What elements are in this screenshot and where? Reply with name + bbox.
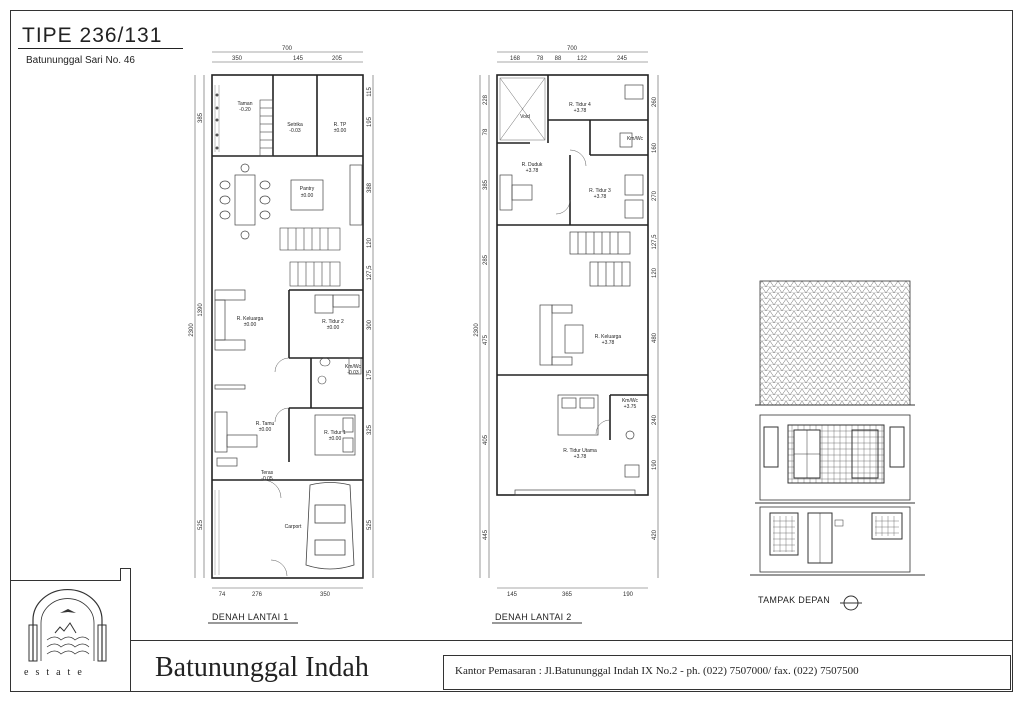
f2-dim-right-8: 190: [652, 459, 658, 471]
f2-dim-left-3: 385: [483, 179, 489, 191]
f1-dim-top-1: 350: [231, 56, 243, 62]
f1-dim-right-6: 300: [367, 319, 373, 331]
f2-dim-right-3: 270: [652, 190, 658, 202]
f2-dim-top-1: 168: [509, 56, 521, 62]
f2-dim-bottom-2: 365: [561, 592, 573, 598]
floor1-caption-underline: [208, 622, 298, 625]
f1-dim-overall-height: 2300: [189, 323, 195, 337]
f1-dim-right-4: 120: [367, 237, 373, 249]
f1-room-setrika: Setrika: [287, 122, 303, 128]
front-view-drawing: [750, 275, 925, 585]
f1-room-tamu: R. Tamu: [255, 421, 275, 427]
f2-dim-right-2: 160: [652, 142, 658, 154]
f2-room-kmwc2-level: +3.75: [623, 404, 637, 410]
f2-room-keluarga: R. Keluarga: [594, 334, 622, 340]
f2-dim-right-1: 260: [652, 96, 658, 108]
f2-dim-top-2: 78: [536, 56, 544, 62]
f2-dim-right-6: 480: [652, 332, 658, 344]
f1-dim-right-9: 525: [367, 519, 373, 531]
f1-dim-right-5: 127,5: [367, 265, 373, 281]
f1-dim-left-3: 525: [198, 519, 204, 531]
f2-dim-left-7: 445: [483, 529, 489, 541]
f1-room-tidur2-level: ±0.00: [326, 325, 340, 331]
f2-dim-left-4: 285: [483, 254, 489, 266]
f2-room-tidur4-level: +3.78: [573, 108, 587, 114]
title-underline: [18, 48, 183, 49]
f2-dim-overall-width: 700: [566, 46, 578, 52]
floor1-plan: [185, 40, 385, 600]
f2-dim-bottom-1: 145: [506, 592, 518, 598]
f1-dim-left-2: 1390: [198, 303, 204, 317]
f2-room-duduk-level: +3.78: [525, 168, 539, 174]
floor2-plan: [470, 40, 670, 600]
f1-dim-top-2: 145: [292, 56, 304, 62]
f1-room-kmwc: Km/Wc: [344, 364, 362, 370]
f2-dim-left-6: 405: [483, 434, 489, 446]
brand-name: Batununggal Indah: [155, 652, 369, 683]
f1-dim-right-1: 115: [367, 87, 373, 97]
f2-room-duduk: R. Duduk: [521, 162, 543, 168]
floor2-caption-underline: [492, 622, 582, 625]
f2-dim-top-3: 88: [554, 56, 562, 62]
contact-info: Kantor Pemasaran : Jl.Batununggal Indah IX No.2 - ph. (022) 7507000/ fax. (022) 7507500: [455, 665, 859, 677]
f2-dim-right-4: 127,5: [652, 234, 658, 250]
f1-room-keluarga: R. Keluarga: [236, 316, 264, 322]
f2-dim-bottom-3: 190: [622, 592, 634, 598]
f1-dim-right-2: 195: [367, 116, 373, 128]
f1-dim-bottom-1: 74: [218, 592, 226, 598]
f1-dim-right-7: 175: [367, 369, 373, 381]
f1-dim-overall-width: 700: [281, 46, 293, 52]
f2-room-kmwc2: Km/Wc: [621, 398, 639, 404]
f2-room-keluarga-level: +3.78: [601, 340, 615, 346]
f1-room-pantry: Pantry: [299, 186, 315, 192]
f1-room-tidur2: R. Tidur 2: [322, 319, 344, 325]
f2-room-tidur-utama: R. Tidur Utama: [563, 448, 597, 454]
f1-room-taman-level: -0.20: [239, 107, 251, 113]
f2-dim-left-1: 228: [483, 94, 489, 106]
f2-dim-top-5: 245: [616, 56, 628, 62]
f2-dim-left-5: 475: [483, 334, 489, 346]
f1-room-tidur1-level: ±0.00: [328, 436, 342, 442]
f1-room-keluarga-level: ±0.00: [243, 322, 257, 328]
f1-room-carport: Carport: [284, 524, 302, 530]
f2-dim-top-4: 122: [576, 56, 588, 62]
f1-room-pantry-level: ±0.00: [300, 193, 314, 199]
f1-dim-right-8: 325: [367, 424, 373, 436]
estate-logo: [25, 585, 110, 665]
f1-dim-top-3: 205: [331, 56, 343, 62]
f2-room-tidur3-level: +3.78: [593, 194, 607, 200]
f2-dim-left-2: 78: [483, 128, 489, 136]
f1-dim-bottom-3: 350: [319, 592, 331, 598]
f2-room-tidur-utama-level: +3.78: [573, 454, 587, 460]
f1-room-rtp-level: ±0.00: [333, 128, 347, 134]
f2-room-tidur4: R. Tidur 4: [569, 102, 591, 108]
f1-dim-right-3: 388: [367, 182, 373, 194]
f2-room-tidur3: R. Tidur 3: [589, 188, 611, 194]
f2-room-kmwc1: Km/Wc: [626, 136, 644, 142]
f2-dim-right-7: 240: [652, 414, 658, 426]
f1-dim-bottom-2: 276: [251, 592, 263, 598]
north-arrow-icon: [840, 594, 862, 612]
f1-room-kmwc-level: -0.03: [347, 370, 359, 376]
page-title: TIPE 236/131: [22, 24, 163, 47]
f1-room-tidur1: R. Tidur 1: [324, 430, 346, 436]
floor2-caption: DENAH LANTAI 2: [495, 612, 572, 622]
f2-room-void: Void: [520, 114, 530, 120]
f1-room-tamu-level: ±0.00: [258, 427, 272, 433]
f1-room-rtp: R. TP: [333, 122, 347, 128]
front-view-caption: TAMPAK DEPAN: [758, 595, 831, 605]
f2-dim-right-9: 420: [652, 529, 658, 541]
f1-room-taman: Taman: [237, 101, 253, 107]
f2-dim-overall-height: 2300: [474, 323, 480, 337]
f1-dim-left-1: 385: [198, 112, 204, 124]
f1-room-setrika-level: -0.03: [289, 128, 301, 134]
floor1-caption: DENAH LANTAI 1: [212, 612, 289, 622]
f1-room-teras-level: -0.05: [261, 476, 273, 482]
page-subtitle: Batununggal Sari No. 46: [26, 55, 135, 66]
logo-estate-text: estate: [24, 667, 89, 678]
f1-room-teras: Teras: [260, 470, 274, 476]
f2-dim-right-5: 120: [652, 267, 658, 279]
